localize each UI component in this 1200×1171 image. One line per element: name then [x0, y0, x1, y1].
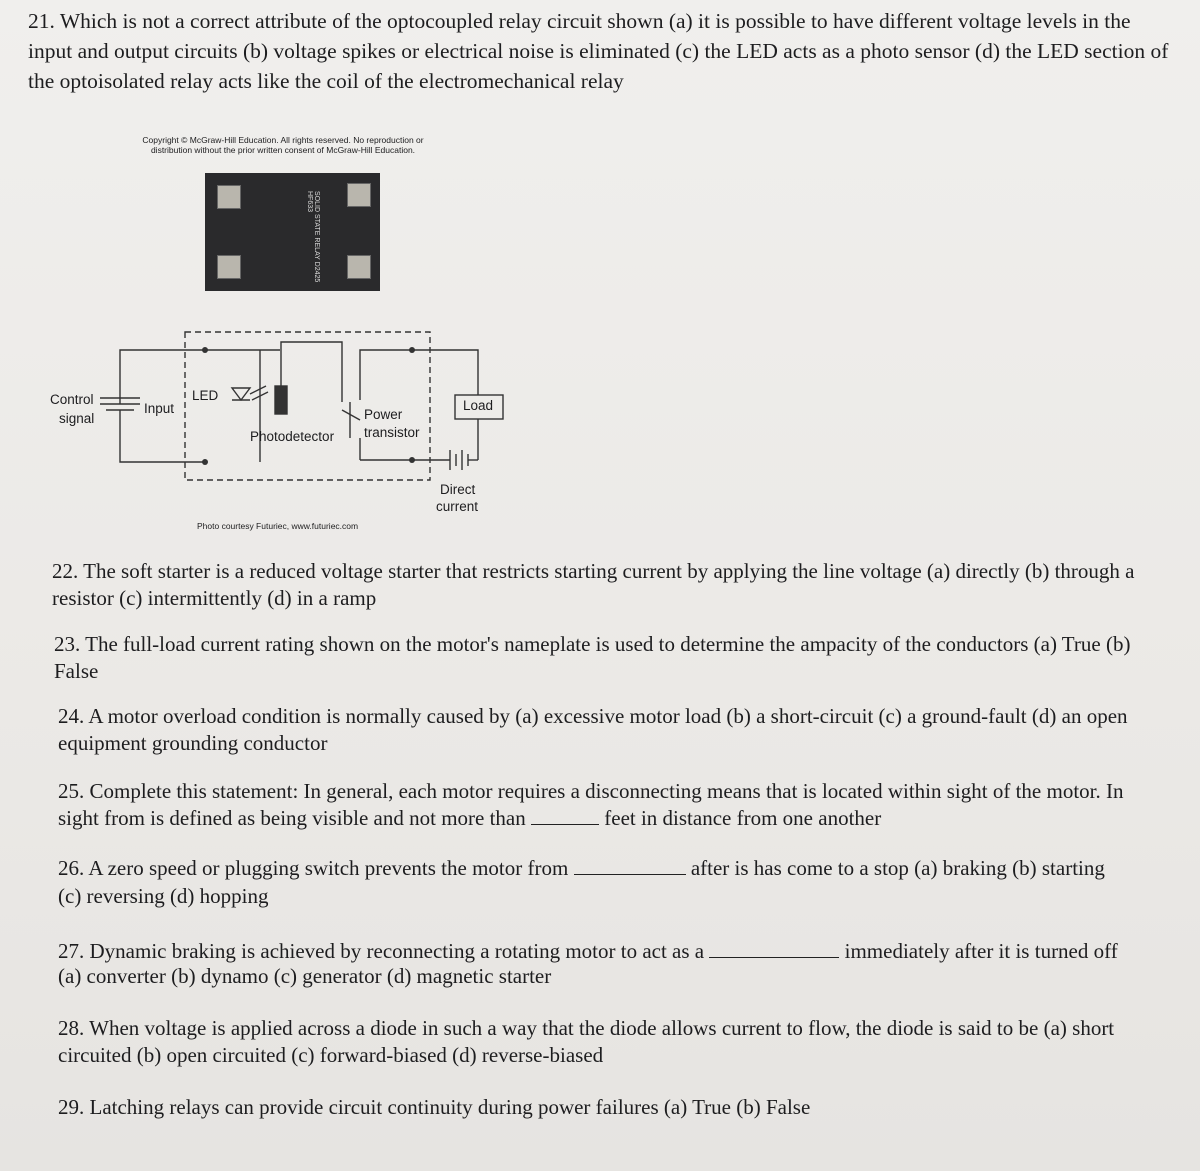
label-control: Control: [50, 392, 94, 407]
label-direct: Direct: [440, 482, 476, 497]
question-25: [58, 778, 1148, 832]
led-icon: [232, 388, 250, 400]
label-load: Load: [463, 398, 494, 413]
copyright-line-1: Copyright © McGraw-Hill Education. All rights reserved. No reproduction or: [142, 135, 424, 145]
label-photodetector: Photodetector: [250, 429, 335, 444]
question-26-text-end: after is has come to a stop (a) braking (b) starting: [690, 856, 1105, 880]
solid-state-relay-photo: [205, 173, 380, 291]
label-current: current: [436, 499, 479, 514]
question-23: 23. The full-load current rating shown on the motor's nameplate is used to determine the ampacity of the conductors (a) True (b) False: [54, 632, 1131, 683]
question-22: 22. The soft starter is a reduced voltage starter that restricts starting current by applying the line voltage (a) directly (b) through a resistor (c) intermittently (d) in a ramp: [52, 559, 1135, 610]
label-signal: signal: [59, 411, 95, 426]
copyright-line-2: distribution without the prior written consent of McGraw-Hill Education.: [150, 145, 416, 155]
relay-terminal-3: [347, 183, 371, 207]
label-power: Power: [364, 407, 403, 422]
photodetector-icon: [275, 386, 287, 414]
question-27-text: 27. Dynamic braking is achieved by reconnecting a rotating motor to act as a: [58, 939, 705, 963]
question-27-options: (a) converter (b) dynamo (c) generator (d) magnetic starter: [58, 964, 552, 988]
label-transistor: transistor: [364, 425, 420, 440]
relay-terminal-4: [347, 255, 371, 279]
relay-terminal-1: [217, 185, 241, 209]
question-26-text: 26. A zero speed or plugging switch prevents the motor from: [58, 856, 569, 880]
photo-credit: Photo courtesy Futuriec, www.futuriec.com: [197, 521, 359, 531]
copyright-notice: [118, 135, 448, 155]
question-28: 28. When voltage is applied across a diode in such a way that the diode allows current to flow, the diode is said to be (a) short circuited (b) open circuited (c) forward-biased (d) reverse-biased: [58, 1016, 1115, 1067]
relay-label: SOLID STATE RELAY D2425 HF633: [306, 191, 320, 283]
question-25-blank[interactable]: [531, 824, 599, 825]
question-24: 24. A motor overload condition is normally caused by (a) excessive motor load (b) a short-circuit (c) a ground-fault (d) an open equipment grounding conductor: [58, 704, 1128, 755]
question-26-blank[interactable]: [574, 874, 686, 875]
label-led: LED: [192, 388, 219, 403]
question-27-blank[interactable]: [709, 957, 839, 958]
label-input: Input: [144, 401, 175, 416]
question-26: [58, 855, 1158, 882]
question-25-text-end: feet in distance from one another: [604, 806, 882, 830]
question-25-text: 25. Complete this statement: In general, each motor requires a disconnecting means that is located within sight of the motor. In sight from is defined as being visible and not more than: [58, 779, 1124, 830]
question-21: 21. Which is not a correct attribute of the optocoupled relay circuit shown (a) it is possible to have different voltage levels in the input and output circuits (b) voltage spikes or electrical noise is eliminated (c) the LED acts as a photo sensor (d) the LED section of the optoisolated relay acts like the coil of the electromechanical relay: [28, 9, 1169, 93]
question-27-text-end: immediately after it is turned off: [844, 939, 1118, 963]
question-26-options: (c) reversing (d) hopping: [58, 884, 269, 908]
question-27: [58, 938, 1168, 965]
question-29: 29. Latching relays can provide circuit continuity during power failures (a) True (b) False: [58, 1095, 811, 1119]
relay-terminal-2: [217, 255, 241, 279]
